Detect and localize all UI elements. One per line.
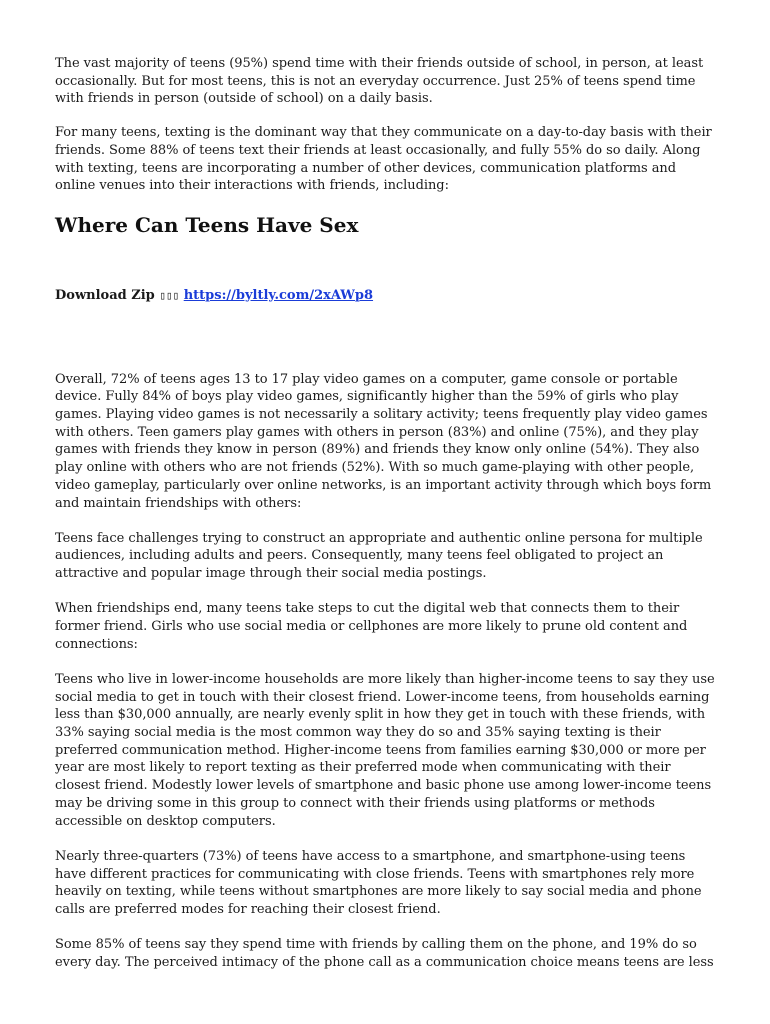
paragraph-texting: For many teens, texting is the dominant way that they communicate on a day-to-day basis with their friends. Some 88% of teens text their friends at least occasionally, and fully 55% do so daily. Along with texting, teens are incorporating a number of other devices, communication platforms and online venues into their interactions with friends, including: — [55, 125, 712, 194]
paragraph-phone-calls: Some 85% of teens say they spend time with friends by calling them on the phone, and 19% do so every day. The perceived intimacy of the phone call as a communication choice means teens are less — [55, 937, 714, 970]
download-link[interactable]: https://byltly.com/2xAWp8 — [183, 287, 374, 303]
paragraph-smartphone: Nearly three-quarters (73%) of teens have access to a smartphone, and smartphone-using teens have different practices for communicating with close friends. Teens with smartphones rely more heavily on texting, while teens without smartphones are more likely to say social media and phone calls are preferred modes for reaching their closest friend. — [55, 848, 702, 917]
missing-glyph-icons: ▯▯▯ — [159, 288, 180, 302]
download-line — [55, 287, 717, 305]
page-heading: Where Can Teens Have Sex — [55, 212, 359, 237]
paragraph-lower-income: Teens who live in lower-income households are more likely than higher-income teens to say they use social media to get in touch with their closest friend. Lower-income teens, from households earning less than $30,000 annually, are nearly evenly split in how they get in touch with these friends, with 33% saying social media is the most common way they do so and 35% saying texting is their preferred communication method. Higher-income teens from families earning $30,000 or more per year are most likely to report texting as their preferred mode when communicating with their closest friend. Modestly lower levels of smartphone and basic phone use among lower-income teens may be driving some in this group to connect with their friends using platforms or methods accessible on desktop computers. — [55, 671, 715, 829]
paragraph-online-persona: Teens face challenges trying to construct an appropriate and authentic online persona for multiple audiences, including adults and peers. Consequently, many teens feel obligated to project an attractive and popular image through their social media postings. — [55, 530, 703, 582]
download-label: Download Zip — [55, 287, 155, 303]
paragraph-teens-in-person: The vast majority of teens (95%) spend time with their friends outside of school, in person, at least occasionally. But for most teens, this is not an everyday occurrence. Just 25% of teens spend time with friends in person (outside of school) on a daily basis. — [55, 56, 704, 107]
paragraph-friendships-end: When friendships end, many teens take steps to cut the digital web that connects them to their former friend. Girls who use social media or cellphones are more likely to prune old content and connections: — [55, 601, 688, 652]
document-page — [55, 55, 717, 972]
paragraph-video-games: Overall, 72% of teens ages 13 to 17 play video games on a computer, game console or portable device. Fully 84% of boys play video games, significantly higher than the 59% of girls who play games. Playing video games is not necessarily a solitary activity; teens frequently play video games with others. Teen gamers play games with others in person (83%) and online (75%), and they play games with friends they know in person (89%) and friends they know only online (54%). They also play online with others who are not friends (52%). With so much game-playing with other people, video gameplay, particularly over online networks, is an important activity through which boys form and maintain friendships with others: — [55, 371, 712, 511]
